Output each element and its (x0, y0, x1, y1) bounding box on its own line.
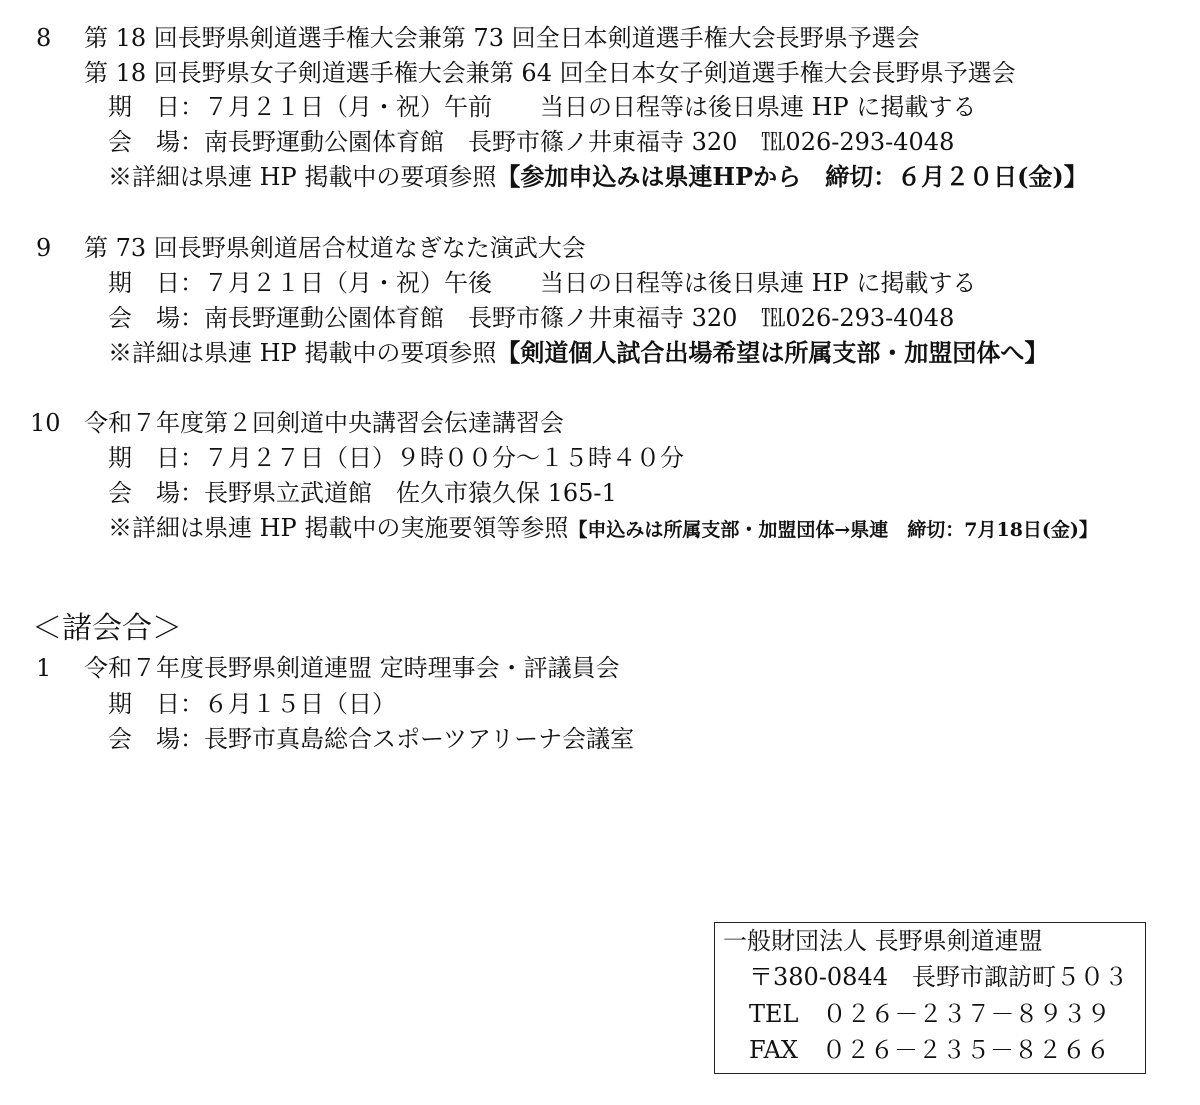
event-venue: 会 場：長野県立武道館 佐久市猿久保 165-1 (108, 479, 617, 507)
meeting-venue: 会 場：長野市真島総合スポーツアリーナ会議室 (108, 725, 635, 753)
event-note-prefix: ※詳細は県連 HP 掲載中の要項参照 (108, 339, 497, 367)
section-heading: ＜諸会合＞ (32, 611, 182, 646)
meeting-title: 令和７年度長野県剣道連盟 定時理事会・評議員会 (84, 654, 620, 682)
contact-fax: FAX ０２６－２３５－８２６６ (749, 1036, 1110, 1064)
event-note-highlight: 【参加申込みは県連HPから 締切：６月２０日(金)】 (496, 162, 1088, 191)
event-note-prefix: ※詳細は県連 HP 掲載中の要項参照 (108, 163, 497, 191)
event-venue: 会 場：南長野運動公園体育館 長野市篠ノ井東福寺 320 ℡026-293-4048 (108, 304, 955, 332)
event-number: 9 (36, 234, 52, 262)
event-title: 第 18 回長野県剣道選手権大会兼第 73 回全日本剣道選手権大会長野県予選会 (84, 24, 920, 52)
meeting-number: 1 (36, 654, 52, 682)
contact-org: 一般財団法人 長野県剣道連盟 (723, 927, 1043, 955)
event-note-highlight: 【申込みは所属支部・加盟団体→県連 締切：7月18日(金)】 (568, 519, 1098, 541)
event-venue: 会 場：南長野運動公園体育館 長野市篠ノ井東福寺 320 ℡026-293-4048 (108, 128, 955, 156)
contact-tel: TEL ０２６－２３７－８９３９ (749, 1000, 1111, 1028)
event-number: 8 (36, 24, 52, 52)
event-note (108, 161, 1088, 193)
contact-box (714, 922, 1146, 1074)
event-note (108, 337, 1048, 369)
event-note (108, 512, 1098, 546)
event-note-prefix: ※詳細は県連 HP 掲載中の実施要領等参照 (108, 514, 569, 542)
event-title: 令和７年度第２回剣道中央講習会伝達講習会 (84, 409, 564, 437)
event-date: 期 日：７月２１日（月・祝）午後 当日の日程等は後日県連 HP に掲載する (108, 269, 977, 297)
contact-address: 〒380-0844 長野市諏訪町５０３ (749, 963, 1128, 991)
event-title: 第 73 回長野県剣道居合杖道なぎなた演武大会 (84, 234, 586, 262)
event-date: 期 日：７月２７日（日）９時００分～１５時４０分 (108, 444, 684, 472)
event-date: 期 日：７月２１日（月・祝）午前 当日の日程等は後日県連 HP に掲載する (108, 93, 977, 121)
event-note-highlight: 【剣道個人試合出場希望は所属支部・加盟団体へ】 (496, 338, 1049, 367)
event-title: 第 18 回長野県女子剣道選手権大会兼第 64 回全日本女子剣道選手権大会長野県予選会 (84, 59, 1016, 87)
meeting-date: 期 日：６月１５日（日） (108, 690, 396, 718)
event-number: 10 (30, 409, 61, 437)
